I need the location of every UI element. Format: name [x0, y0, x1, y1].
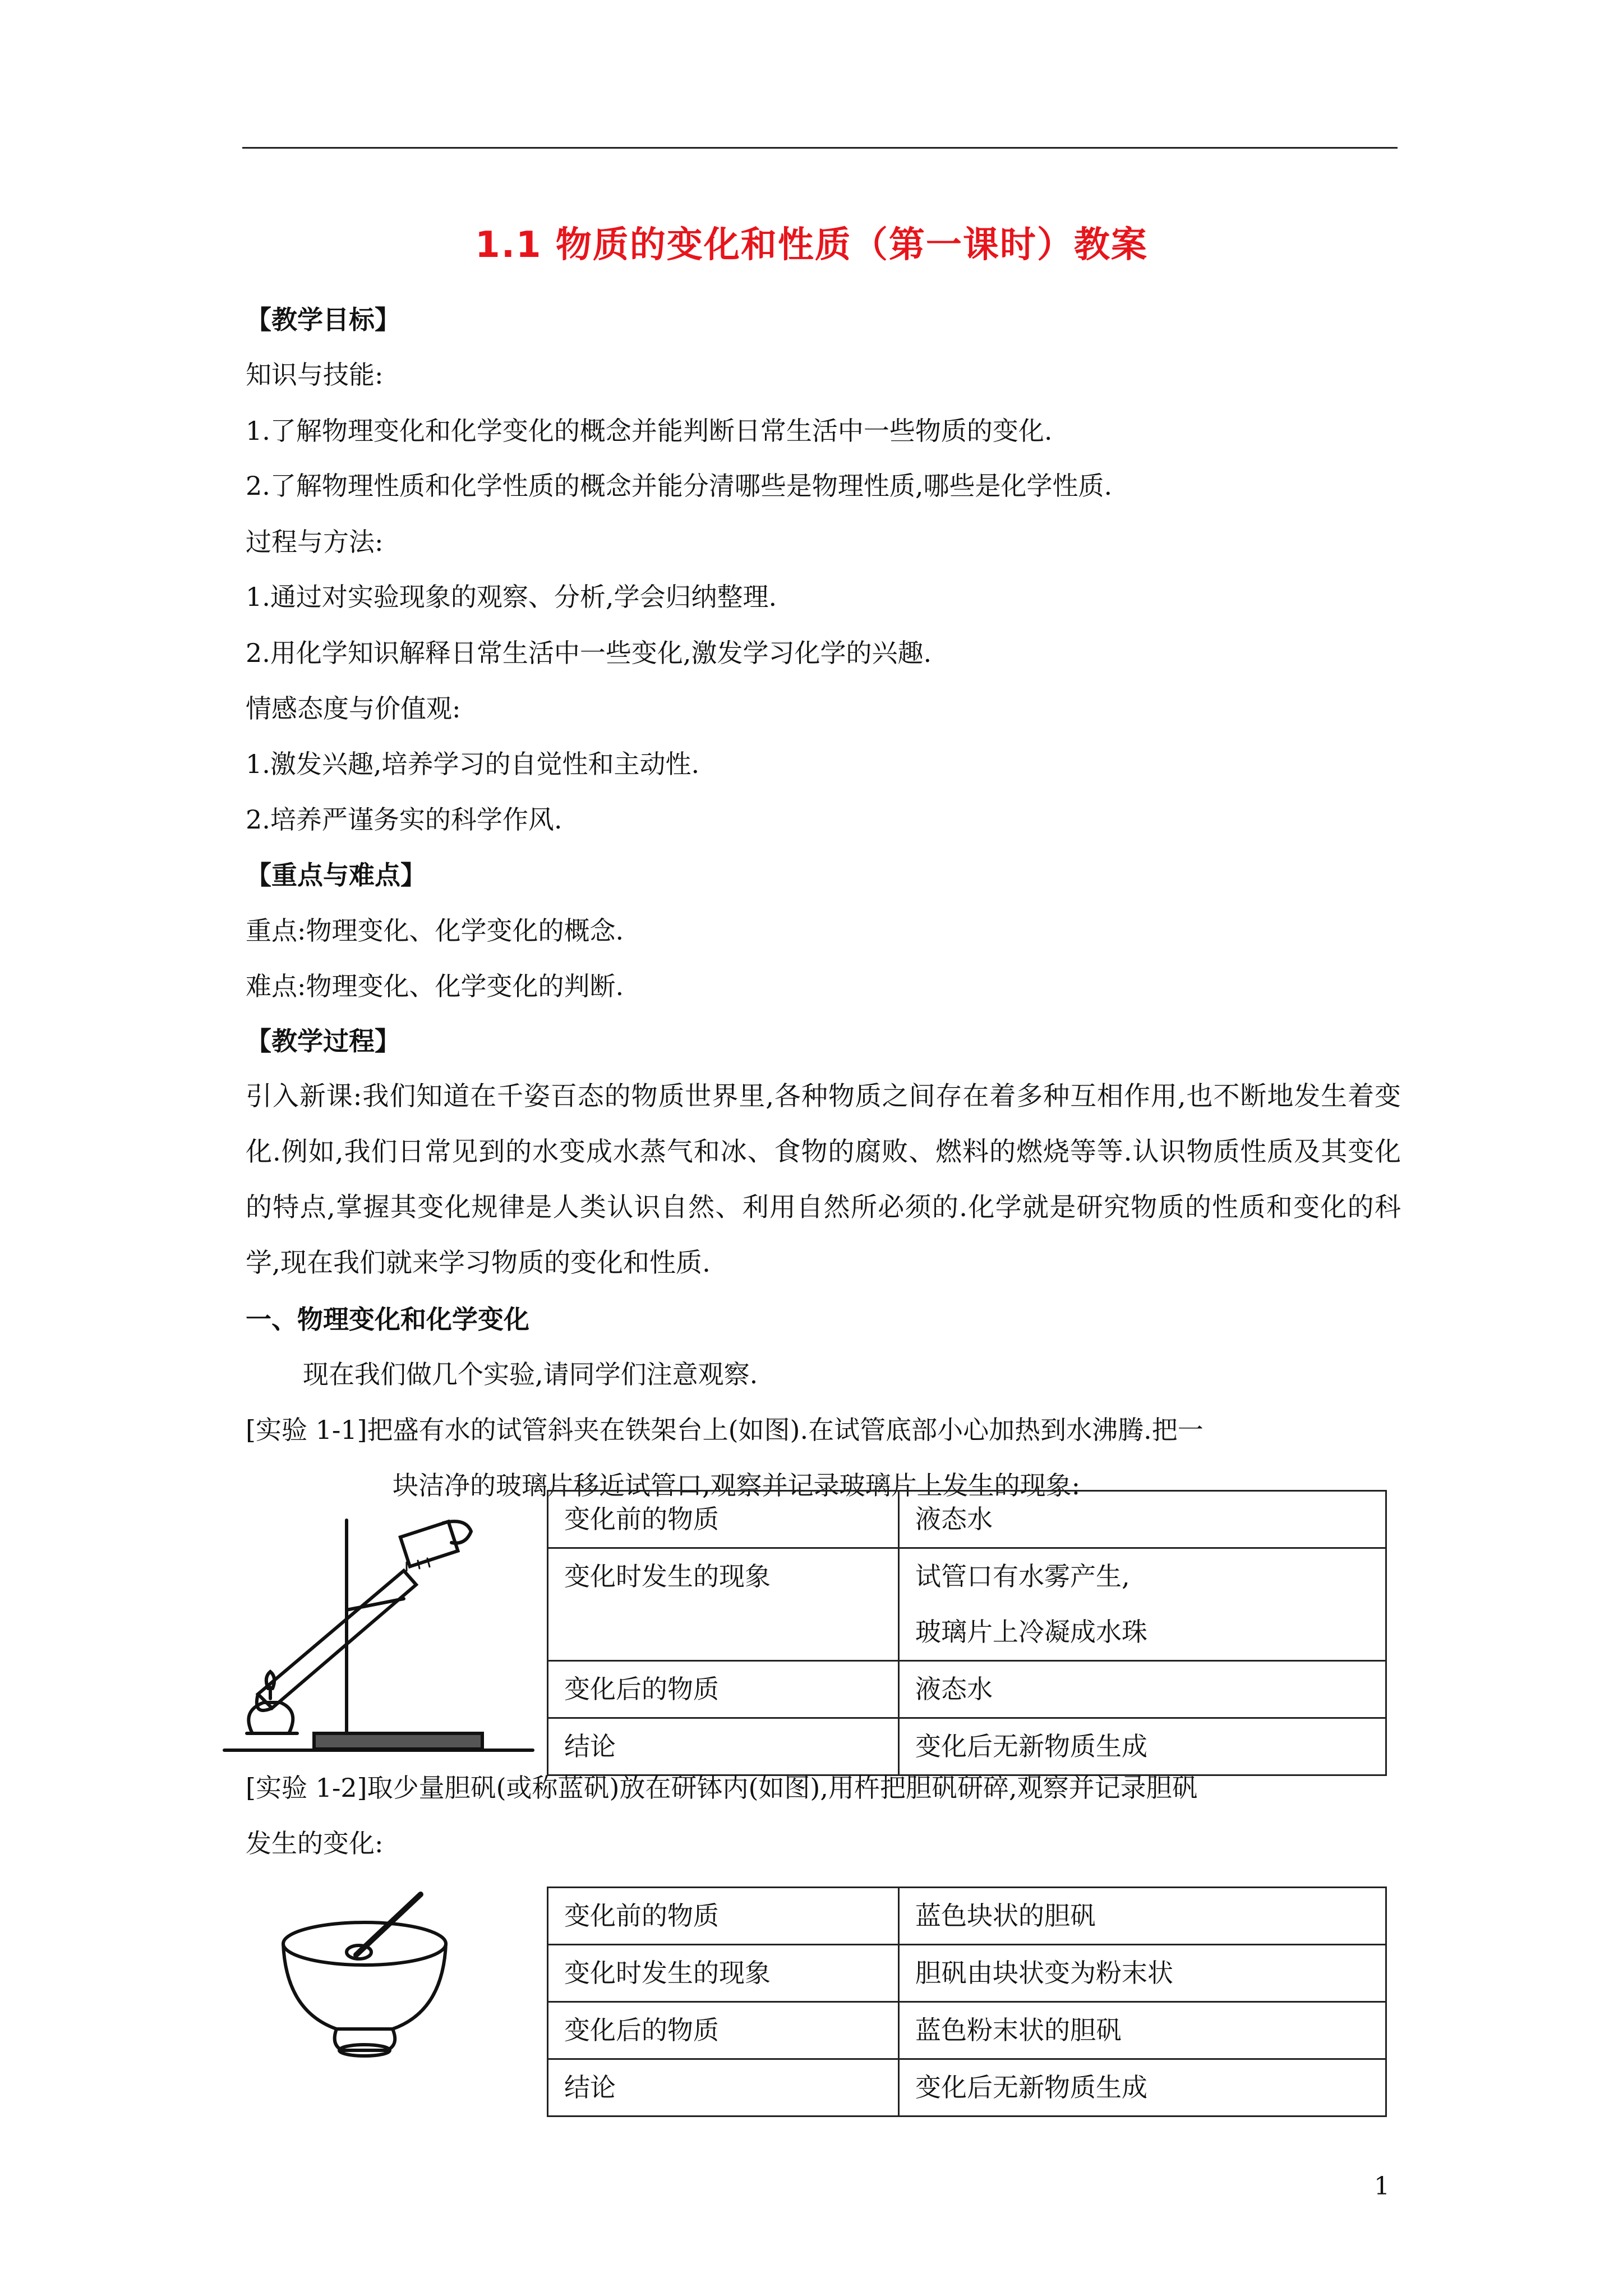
table-cell-label: 结论 [548, 2059, 899, 2116]
table-cell-value: 液态水 [899, 1491, 1386, 1548]
page-number: 1 [1374, 2172, 1390, 2201]
table-row [548, 1888, 1386, 1945]
table-cell-value: 液态水 [899, 1661, 1386, 1718]
table-cell-value [899, 1548, 1386, 1661]
heading-teaching-process: 【教学过程】 [246, 1026, 400, 1056]
subheading-knowledge-skills: 知识与技能: [246, 360, 384, 390]
table-cell-label: 变化后的物质 [548, 1661, 899, 1718]
table-row [548, 1661, 1386, 1718]
subheading-process-method: 过程与方法: [246, 527, 384, 557]
table-row [548, 2059, 1386, 2116]
mortar-pestle-figure [275, 1882, 460, 2067]
table-row [548, 1548, 1386, 1661]
pm-item-1: 1.通过对实验现象的观察、分析,学会归纳整理. [246, 582, 777, 612]
table-cell-value: 变化后无新物质生成 [899, 1718, 1386, 1775]
table-cell-value: 胆矾由块状变为粉末状 [899, 1945, 1386, 2002]
table-cell-line: 玻璃片上冷凝成水珠 [915, 1617, 1147, 1647]
table-cell-label: 变化后的物质 [548, 2002, 899, 2059]
table-cell-line: 试管口有水雾产生, [915, 1561, 1130, 1591]
key-point: 重点:物理变化、化学变化的概念. [246, 915, 624, 946]
heading-part-one: 一、物理变化和化学变化 [246, 1304, 529, 1335]
difficult-point: 难点:物理变化、化学变化的判断. [246, 971, 624, 1001]
page-title: 1.1 物质的变化和性质（第一课时）教案 [475, 224, 1148, 266]
ks-item-2: 2.了解物理性质和化学性质的概念并能分清哪些是物理性质,哪些是化学性质. [246, 471, 1113, 501]
table-cell-value: 变化后无新物质生成 [899, 2059, 1386, 2116]
experiment2-table [547, 1887, 1387, 2117]
exp1-text-line1: [实验 1-1]把盛有水的试管斜夹在铁架台上(如图).在试管底部小心加热到水沸腾.把一 [246, 1415, 1204, 1445]
table-cell-label: 变化时发生的现象 [548, 1548, 899, 1661]
pm-item-2: 2.用化学知识解释日常生活中一些变化,激发学习化学的兴趣. [246, 638, 932, 668]
table-row [548, 1945, 1386, 2002]
table-cell-label: 变化时发生的现象 [548, 1945, 899, 2002]
experiment1-table [547, 1490, 1387, 1776]
heading-teaching-goals: 【教学目标】 [246, 305, 400, 335]
ks-item-1: 1.了解物理变化和化学变化的概念并能判断日常生活中一些物质的变化. [246, 416, 1053, 446]
table-row [548, 2002, 1386, 2059]
exp2-text-line1: [实验 1-2]取少量胆矾(或称蓝矾)放在研钵内(如图),用杵把胆矾研碎,观察并记录胆矾 [246, 1773, 1198, 1803]
heating-apparatus-figure [219, 1509, 544, 1756]
header-rule [242, 147, 1398, 149]
heading-key-points: 【重点与难点】 [246, 860, 426, 890]
subheading-attitude: 情感态度与价值观: [246, 693, 461, 724]
do-experiments-text: 现在我们做几个实验,请同学们注意观察. [303, 1359, 758, 1389]
intro-paragraph: 引入新课:我们知道在千姿百态的物质世界里,各种物质之间存在着多种互相作用,也不断地发生着变化.例如,我们日常见到的水变成水蒸气和冰、食物的腐败、燃料的燃烧等等.认识物质性质及其变化的特点,掌握其变化规律是人类认识自然、利用自然所必须的.化学就是研究物质的性质和变化的科学,现在我们就来学习物质的变化和性质. [246, 1081, 1401, 1278]
at-item-2: 2.培养严谨务实的科学作风. [246, 804, 562, 835]
at-item-1: 1.激发兴趣,培养学习的自觉性和主动性. [246, 749, 700, 779]
table-cell-value: 蓝色块状的胆矾 [899, 1888, 1386, 1945]
table-cell-label: 变化前的物质 [548, 1491, 899, 1548]
table-row [548, 1718, 1386, 1775]
table-cell-label: 变化前的物质 [548, 1888, 899, 1945]
table-cell-label: 结论 [548, 1718, 899, 1775]
table-cell-value: 蓝色粉末状的胆矾 [899, 2002, 1386, 2059]
exp1-text-line2: 块洁净的玻璃片移近试管口,观察并记录玻璃片上发生的现象: [393, 1470, 1081, 1501]
exp2-text-line2: 发生的变化: [246, 1828, 384, 1858]
table-row [548, 1491, 1386, 1548]
